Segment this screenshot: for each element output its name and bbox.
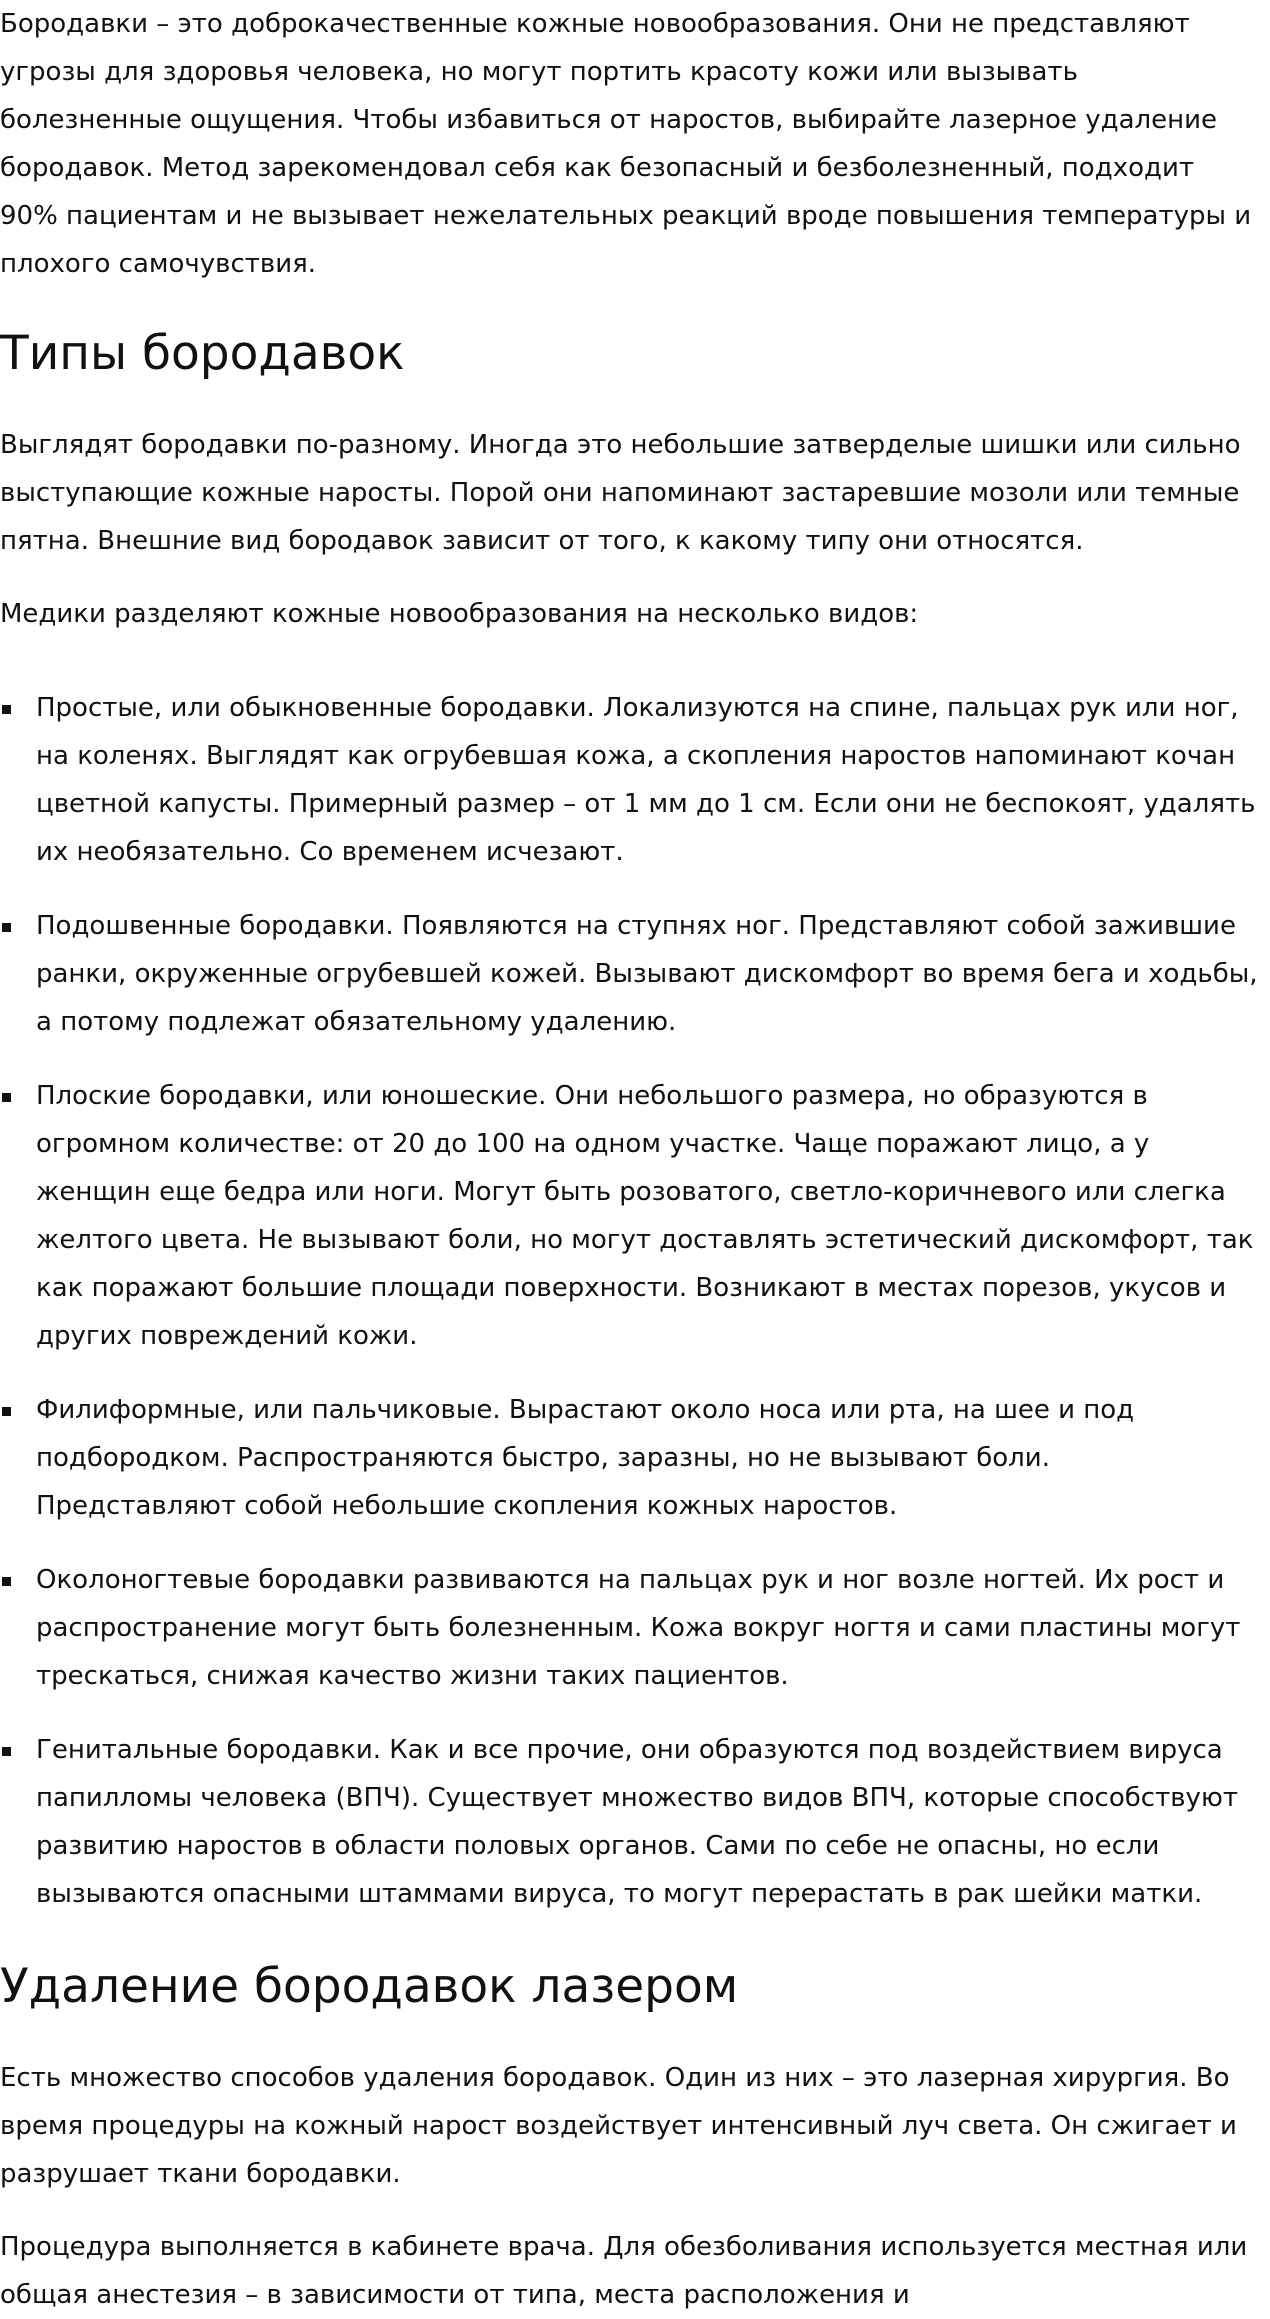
square-bullet-icon	[2, 705, 11, 714]
list-item	[0, 1072, 1258, 1360]
square-bullet-icon	[2, 923, 11, 932]
list-item	[0, 1556, 1258, 1700]
square-bullet-icon	[2, 1407, 11, 1416]
list-item-text: Простые, или обыкновенные бородавки. Локализуются на спине, пальцах рук или ног, на коленях. Выглядят как огрубевшая кожа, а скопления наростов напоминают кочан цветной капусты. Примерный размер – от 1 мм до 1 см. Если они не беспокоят, удалять их необязательно. Со временем исчезают.	[36, 693, 1256, 867]
list-item-text: Генитальные бородавки. Как и все прочие, они образуются под воздействием вируса папилломы человека (ВПЧ). Существует множество видов ВПЧ, которые способствуют развитию наростов в области половых органов. Сами по себе не опасны, но если вызываются опасными штаммами вируса, то могут перерастать в рак шейки матки.	[36, 1735, 1238, 1909]
list-item	[0, 1726, 1258, 1918]
list-item-text: Околоногтевые бородавки развиваются на пальцах рук и ног возле ногтей. Их рост и распространение могут быть болезненным. Кожа вокруг ногтя и сами пластины могут трескаться, снижая качество жизни таких пациентов.	[36, 1565, 1241, 1691]
laser-heading: Удаление бородавок лазером	[0, 1959, 739, 2014]
list-item	[0, 684, 1258, 876]
intro-paragraph: Бородавки – это доброкачественные кожные новообразования. Они не представляют угрозы для здоровья человека, но могут портить красоту кожи или вызывать болезненные ощущения. Чтобы избавиться от наростов, выбирайте лазерное удаление бородавок. Метод зарекомендовал себя как безопасный и безболезненный, подходит 90% пациентам и не вызывает нежелательных реакций вроде повышения температуры и плохого самочувствия.	[0, 9, 1252, 279]
list-item	[0, 902, 1258, 1046]
list-item-text: Плоские бородавки, или юношеские. Они небольшого размера, но образуются в огромном количестве: от 20 до 100 на одном участке. Чаще поражают лицо, а у женщин еще бедра или ноги. Могут быть розоватого, светло-коричневого или слегка желтого цвета. Не вызывают боли, но могут доставлять эстетический дискомфорт, так как поражают большие площади поверхности. Возникают в местах порезов, укусов и других повреждений кожи.	[36, 1081, 1254, 1351]
laser-paragraph-2: Процедура выполняется в кабинете врача. Для обезболивания используется местная или общая анестезия – в зависимости от типа, места расположения и	[0, 2232, 1248, 2310]
list-item-text: Филиформные, или пальчиковые. Вырастают около носа или рта, на шее и под подбородком. Распространяются быстро, заразны, но не вызывают боли. Представляют собой небольшие скопления кожных наростов.	[36, 1395, 1135, 1521]
square-bullet-icon	[2, 1577, 11, 1586]
types-heading: Типы бородавок	[0, 326, 405, 381]
list-item-text: Подошвенные бородавки. Появляются на ступнях ног. Представляют собой зажившие ранки, окруженные огрубевшей кожей. Вызывают дискомфорт во время бега и ходьбы, а потому подлежат обязательному удалению.	[36, 911, 1258, 1037]
list-item	[0, 1386, 1258, 1530]
wart-types-list	[0, 684, 1258, 1944]
laser-paragraph-1: Есть множество способов удаления бородавок. Один из них – это лазерная хирургия. Во время процедуры на кожный нарост воздействует интенсивный луч света. Он сжигает и разрушает ткани бородавки.	[0, 2063, 1237, 2189]
square-bullet-icon	[2, 1747, 11, 1756]
types-paragraph-2: Медики разделяют кожные новообразования на несколько видов:	[0, 599, 919, 629]
types-paragraph-1: Выглядят бородавки по-разному. Иногда это небольшие затверделые шишки или сильно выступающие кожные наросты. Порой они напоминают застаревшие мозоли или темные пятна. Внешние вид бородавок зависит от того, к какому типу они относятся.	[0, 430, 1241, 556]
square-bullet-icon	[2, 1093, 11, 1102]
